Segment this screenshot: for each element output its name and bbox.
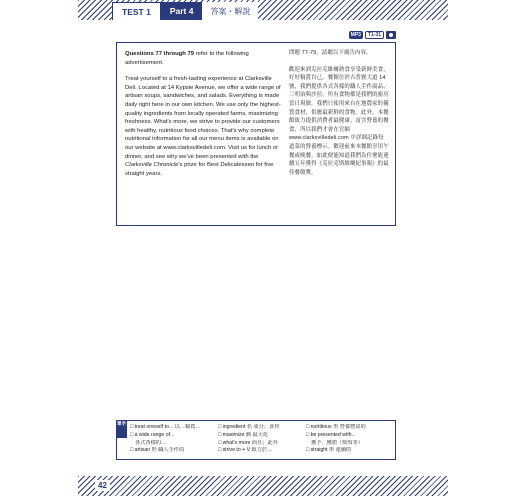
vocab-item: □ strive to + V 致力於…	[218, 447, 273, 454]
vocab-item: 獲予，獲頒（獎項等）	[311, 439, 363, 446]
vocab-item: 各式各樣的…	[135, 439, 167, 446]
passage-box	[116, 32, 396, 226]
chinese-translation	[289, 49, 389, 185]
vocab-grid	[130, 424, 392, 454]
bottom-decorative-stripe	[78, 476, 448, 496]
vocab-item: □ straight 形 連續的	[306, 447, 352, 454]
audio-disc-icon	[386, 31, 396, 39]
track-badge: T1-31	[365, 31, 384, 39]
vocab-item: □ ingredient 名 成分；食材	[218, 424, 280, 430]
question-range: Questions 77 through 79	[125, 51, 195, 57]
vocab-item: □ what's more 而且；此外	[218, 439, 278, 446]
english-passage	[125, 50, 285, 186]
vocab-item: □ nutritious 形 營養豐富的	[306, 424, 366, 430]
question-heading	[125, 50, 285, 67]
page-number: 42	[95, 480, 110, 491]
vocab-tag: 單字	[116, 420, 127, 438]
vocab-item: □ a wide range of...	[130, 431, 175, 438]
translation-body: 歡迎來到克拉克維爾熟食享受新鮮美食，好好犒賞自己。餐館位於吉普賽大道 14 號，我們提供各式各樣的職人手作湯品、三明治與沙拉。所有食物都是我們的廚房當日現做。我們只使用來自在地農家的優質食材，供應最新鮮的食物。此外，本餐館致力提供消費者最健康、富含營養的餐食，所以我們才會在官網 www.clarksvilledeli.com 中詳細記錄每道菜的營養標示。歡迎前來本餐館享用午餐或晚餐，如此便能知道我們為什麼能連續五年獲得《克拉克斯維爾紀事報》的最佳餐館獎。	[289, 66, 389, 176]
mp3-badge: MP3	[350, 32, 361, 38]
passage-italic-title: Clarksville Chronicle	[125, 162, 179, 169]
audio-badges	[349, 31, 396, 39]
passage-text-2: 's prize for Best Delicatessen for five straight years.	[125, 162, 274, 177]
vocab-item: □ treat oneself to... 以…犒賞…	[130, 424, 201, 430]
translation-heading: 問題 77-79，請聽以下廣告內容。	[289, 50, 372, 56]
passage-text-1: Treat yourself to a fresh-tasting experience at Clarksville Deli. Located at 14 Kypsie Avenue, we offer a wide range of artisan soups, sandwiches, and salads. Everything is made daily right here in our own kitchen. We use only the highest-quality ingredients from locally operated farms, maximizing freshness. What's more, we strive to provide our customers with healthy, nutritious food choices. That's why complete nutritional information for all our menu items is available on our website at www.clarksvilledeli.com. Visit us for lunch or dinner, and see why we've been presented with the	[125, 76, 281, 160]
section-title: 答案・解說	[202, 2, 258, 20]
vocab-item: □ artisan 形 職人手作的	[130, 447, 185, 454]
tab-part: Part 4	[161, 2, 203, 20]
vocabulary-box	[116, 420, 396, 460]
question-instruction: refer to the following advertisement.	[125, 51, 249, 66]
vocab-item: □ maximize 動 最大化	[218, 431, 269, 438]
header-tabs	[112, 2, 258, 20]
vocab-item: □ be presented with...	[306, 431, 356, 438]
tab-test: TEST 1	[112, 2, 161, 20]
passage-body	[125, 75, 285, 178]
